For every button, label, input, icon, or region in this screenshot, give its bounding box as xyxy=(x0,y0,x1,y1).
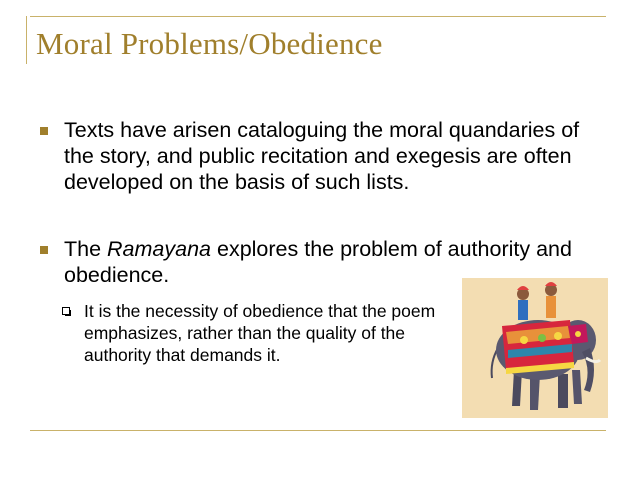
elephant-leg xyxy=(558,374,568,408)
rider-body xyxy=(518,300,528,320)
rider-body xyxy=(546,296,556,318)
head-ornament-jewel xyxy=(575,331,581,337)
blanket-ornament xyxy=(554,332,562,340)
sub-bullet-text: It is the necessity of obedience that the poem emphasizes, rather than the quality of the authority that demands it. xyxy=(84,301,436,365)
left-rule xyxy=(26,16,27,64)
bullet-text-title: Ramayana xyxy=(107,237,212,261)
slide-title: Moral Problems/Obedience xyxy=(36,26,383,61)
bottom-rule xyxy=(30,430,606,431)
blanket-ornament xyxy=(520,336,528,344)
elephant-illustration xyxy=(462,278,608,418)
square-bullet-icon xyxy=(40,246,48,254)
square-bullet-icon xyxy=(40,127,48,135)
bullet-text-suffix: explores the problem of authority and obedience. xyxy=(64,237,572,287)
bullet-text: Texts have arisen cataloguing the moral quandaries of the story, and public recitation and exegesis are often developed on the basis of such lists. xyxy=(64,118,580,194)
top-rule xyxy=(30,16,606,17)
hollow-square-bullet-icon xyxy=(62,307,70,315)
bullet-text-prefix: The xyxy=(64,237,108,261)
blanket-ornament xyxy=(538,334,546,342)
